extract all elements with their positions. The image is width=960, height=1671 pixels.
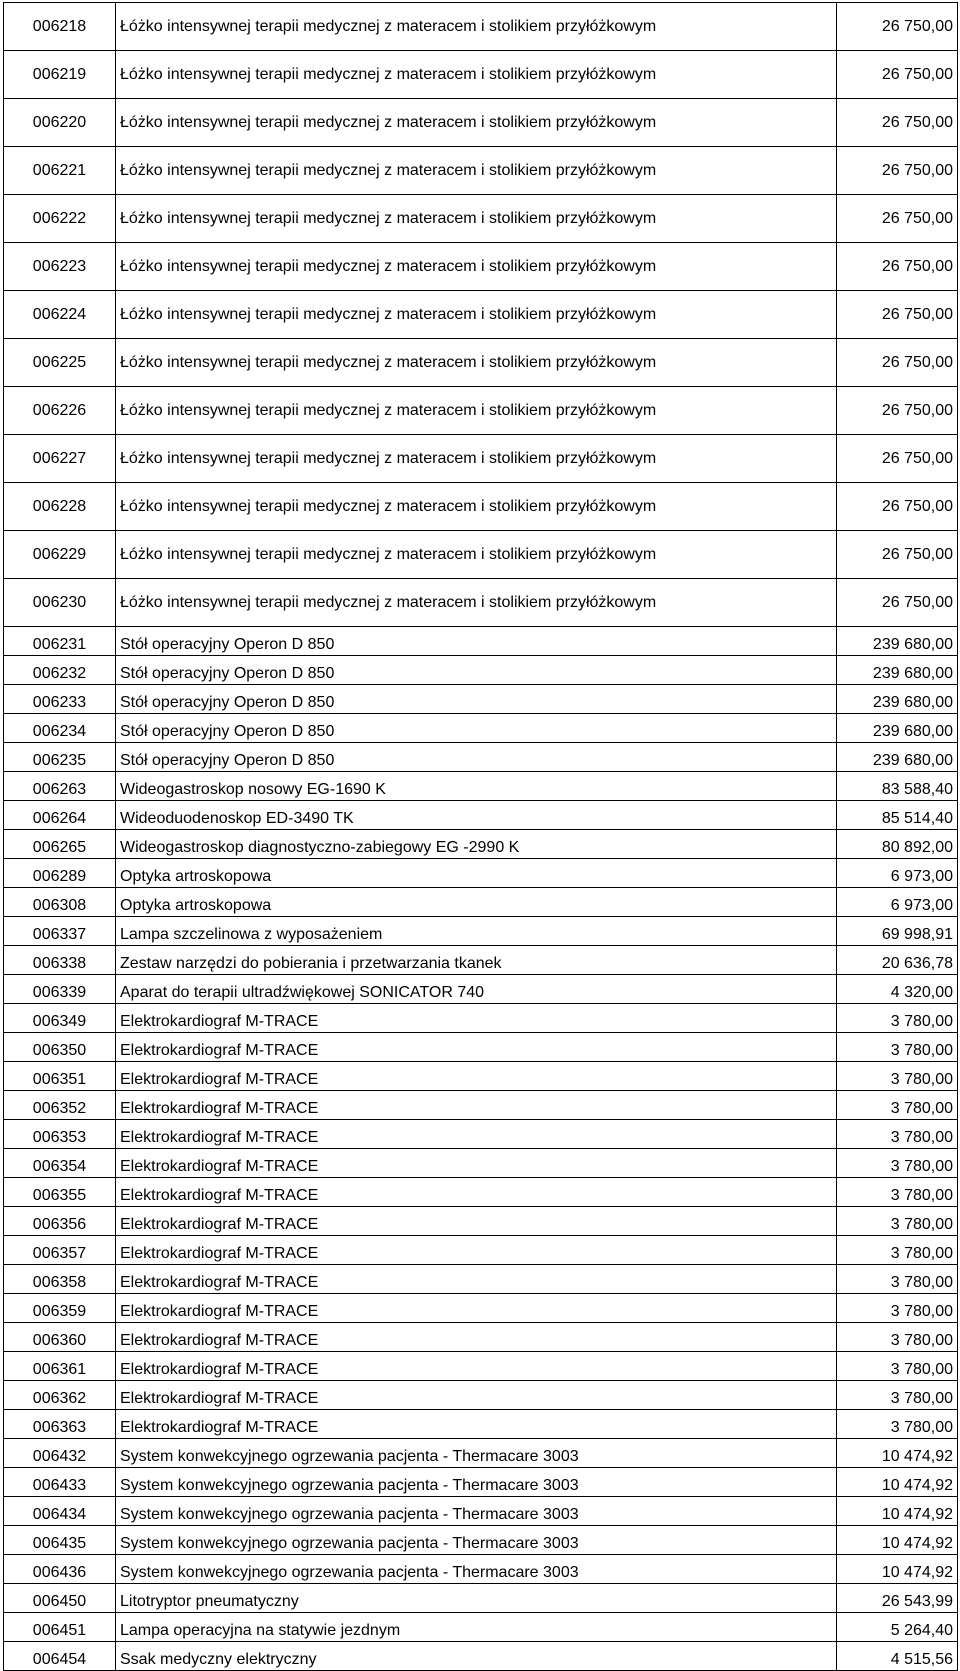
- item-code-cell: 006353: [4, 1120, 116, 1149]
- table-row: [4, 1468, 958, 1497]
- table-row: [4, 1642, 958, 1671]
- item-price-cell: 239 680,00: [837, 685, 958, 714]
- item-name-cell: Stół operacyjny Operon D 850: [116, 627, 837, 656]
- item-price-cell: 3 780,00: [837, 1236, 958, 1265]
- table-row: [4, 51, 958, 99]
- table-row: [4, 291, 958, 339]
- item-price-cell: 6 973,00: [837, 859, 958, 888]
- item-name-cell: Elektrokardiograf M-TRACE: [116, 1178, 837, 1207]
- table-row: [4, 801, 958, 830]
- item-name-cell: Elektrokardiograf M-TRACE: [116, 1236, 837, 1265]
- item-code-cell: 006308: [4, 888, 116, 917]
- item-price-cell: 26 750,00: [837, 579, 958, 627]
- item-price-cell: 4 515,56: [837, 1642, 958, 1671]
- table-row: [4, 1004, 958, 1033]
- item-price-cell: 26 750,00: [837, 531, 958, 579]
- item-code-cell: 006221: [4, 147, 116, 195]
- table-row: [4, 1120, 958, 1149]
- item-code-cell: 006351: [4, 1062, 116, 1091]
- item-name-cell: Elektrokardiograf M-TRACE: [116, 1294, 837, 1323]
- item-price-cell: 26 750,00: [837, 99, 958, 147]
- item-price-cell: 3 780,00: [837, 1294, 958, 1323]
- table-row: [4, 531, 958, 579]
- item-name-cell: System konwekcyjnego ogrzewania pacjenta - Thermacare 3003: [116, 1555, 837, 1584]
- inventory-table-body: [4, 3, 958, 1671]
- item-code-cell: 006220: [4, 99, 116, 147]
- item-name-cell: Stół operacyjny Operon D 850: [116, 685, 837, 714]
- item-price-cell: 69 998,91: [837, 917, 958, 946]
- item-price-cell: 26 750,00: [837, 243, 958, 291]
- item-price-cell: 26 750,00: [837, 195, 958, 243]
- table-row: [4, 1091, 958, 1120]
- item-name-cell: Elektrokardiograf M-TRACE: [116, 1352, 837, 1381]
- table-row: [4, 888, 958, 917]
- item-name-cell: Optyka artroskopowa: [116, 859, 837, 888]
- table-row: [4, 1033, 958, 1062]
- item-price-cell: 26 750,00: [837, 147, 958, 195]
- table-row: [4, 1497, 958, 1526]
- item-code-cell: 006454: [4, 1642, 116, 1671]
- table-row: [4, 579, 958, 627]
- table-row: [4, 387, 958, 435]
- item-code-cell: 006225: [4, 339, 116, 387]
- item-name-cell: System konwekcyjnego ogrzewania pacjenta - Thermacare 3003: [116, 1497, 837, 1526]
- item-price-cell: 26 750,00: [837, 435, 958, 483]
- item-name-cell: Elektrokardiograf M-TRACE: [116, 1323, 837, 1352]
- item-price-cell: 3 780,00: [837, 1381, 958, 1410]
- item-name-cell: System konwekcyjnego ogrzewania pacjenta - Thermacare 3003: [116, 1439, 837, 1468]
- table-row: [4, 917, 958, 946]
- item-price-cell: 26 750,00: [837, 51, 958, 99]
- item-price-cell: 26 750,00: [837, 291, 958, 339]
- item-name-cell: Zestaw narzędzi do pobierania i przetwarzania tkanek: [116, 946, 837, 975]
- item-price-cell: 4 320,00: [837, 975, 958, 1004]
- item-price-cell: 3 780,00: [837, 1062, 958, 1091]
- table-row: [4, 859, 958, 888]
- item-name-cell: Łóżko intensywnej terapii medycznej z materacem i stolikiem przyłóżkowym: [116, 99, 837, 147]
- item-price-cell: 239 680,00: [837, 656, 958, 685]
- item-code-cell: 006360: [4, 1323, 116, 1352]
- item-name-cell: Łóżko intensywnej terapii medycznej z materacem i stolikiem przyłóżkowym: [116, 483, 837, 531]
- item-name-cell: Łóżko intensywnej terapii medycznej z materacem i stolikiem przyłóżkowym: [116, 243, 837, 291]
- item-price-cell: 26 750,00: [837, 387, 958, 435]
- item-code-cell: 006434: [4, 1497, 116, 1526]
- item-name-cell: Elektrokardiograf M-TRACE: [116, 1149, 837, 1178]
- item-code-cell: 006350: [4, 1033, 116, 1062]
- item-name-cell: Łóżko intensywnej terapii medycznej z materacem i stolikiem przyłóżkowym: [116, 195, 837, 243]
- item-code-cell: 006357: [4, 1236, 116, 1265]
- item-name-cell: Elektrokardiograf M-TRACE: [116, 1062, 837, 1091]
- item-code-cell: 006356: [4, 1207, 116, 1236]
- table-row: [4, 1207, 958, 1236]
- item-price-cell: 10 474,92: [837, 1555, 958, 1584]
- item-price-cell: 3 780,00: [837, 1265, 958, 1294]
- table-row: [4, 1236, 958, 1265]
- item-code-cell: 006359: [4, 1294, 116, 1323]
- item-name-cell: Stół operacyjny Operon D 850: [116, 714, 837, 743]
- item-code-cell: 006229: [4, 531, 116, 579]
- item-name-cell: Aparat do terapii ultradźwiękowej SONICATOR 740: [116, 975, 837, 1004]
- item-code-cell: 006223: [4, 243, 116, 291]
- item-code-cell: 006435: [4, 1526, 116, 1555]
- item-code-cell: 006228: [4, 483, 116, 531]
- item-name-cell: Łóżko intensywnej terapii medycznej z materacem i stolikiem przyłóżkowym: [116, 3, 837, 51]
- item-price-cell: 26 750,00: [837, 3, 958, 51]
- item-code-cell: 006363: [4, 1410, 116, 1439]
- table-row: [4, 743, 958, 772]
- table-row: [4, 1294, 958, 1323]
- item-code-cell: 006354: [4, 1149, 116, 1178]
- item-code-cell: 006264: [4, 801, 116, 830]
- item-price-cell: 83 588,40: [837, 772, 958, 801]
- item-price-cell: 3 780,00: [837, 1091, 958, 1120]
- item-code-cell: 006235: [4, 743, 116, 772]
- item-price-cell: 3 780,00: [837, 1178, 958, 1207]
- item-name-cell: Litotryptor pneumatyczny: [116, 1584, 837, 1613]
- item-code-cell: 006450: [4, 1584, 116, 1613]
- item-price-cell: 10 474,92: [837, 1439, 958, 1468]
- item-code-cell: 006226: [4, 387, 116, 435]
- table-row: [4, 435, 958, 483]
- table-row: [4, 1410, 958, 1439]
- table-row: [4, 195, 958, 243]
- item-price-cell: 26 750,00: [837, 339, 958, 387]
- item-code-cell: 006218: [4, 3, 116, 51]
- item-code-cell: 006230: [4, 579, 116, 627]
- item-code-cell: 006355: [4, 1178, 116, 1207]
- item-price-cell: 26 750,00: [837, 483, 958, 531]
- table-row: [4, 1526, 958, 1555]
- item-name-cell: Łóżko intensywnej terapii medycznej z materacem i stolikiem przyłóżkowym: [116, 147, 837, 195]
- item-name-cell: Wideogastroskop diagnostyczno-zabiegowy EG -2990 K: [116, 830, 837, 859]
- table-row: [4, 1062, 958, 1091]
- item-code-cell: 006219: [4, 51, 116, 99]
- item-price-cell: 3 780,00: [837, 1033, 958, 1062]
- item-price-cell: 26 543,99: [837, 1584, 958, 1613]
- item-name-cell: Łóżko intensywnej terapii medycznej z materacem i stolikiem przyłóżkowym: [116, 387, 837, 435]
- item-name-cell: Elektrokardiograf M-TRACE: [116, 1381, 837, 1410]
- item-code-cell: 006362: [4, 1381, 116, 1410]
- item-name-cell: Łóżko intensywnej terapii medycznej z materacem i stolikiem przyłóżkowym: [116, 531, 837, 579]
- table-row: [4, 243, 958, 291]
- item-code-cell: 006222: [4, 195, 116, 243]
- item-price-cell: 3 780,00: [837, 1149, 958, 1178]
- table-row: [4, 1149, 958, 1178]
- item-name-cell: Stół operacyjny Operon D 850: [116, 743, 837, 772]
- item-name-cell: Łóżko intensywnej terapii medycznej z materacem i stolikiem przyłóżkowym: [116, 579, 837, 627]
- table-row: [4, 975, 958, 1004]
- item-price-cell: 10 474,92: [837, 1468, 958, 1497]
- table-row: [4, 1555, 958, 1584]
- item-code-cell: 006227: [4, 435, 116, 483]
- table-row: [4, 1352, 958, 1381]
- table-row: [4, 714, 958, 743]
- table-row: [4, 772, 958, 801]
- inventory-table: [3, 2, 958, 1671]
- item-code-cell: 006451: [4, 1613, 116, 1642]
- item-code-cell: 006232: [4, 656, 116, 685]
- table-row: [4, 99, 958, 147]
- table-row: [4, 1178, 958, 1207]
- item-price-cell: 3 780,00: [837, 1323, 958, 1352]
- item-name-cell: Elektrokardiograf M-TRACE: [116, 1120, 837, 1149]
- item-name-cell: Elektrokardiograf M-TRACE: [116, 1091, 837, 1120]
- item-name-cell: System konwekcyjnego ogrzewania pacjenta - Thermacare 3003: [116, 1526, 837, 1555]
- item-name-cell: Łóżko intensywnej terapii medycznej z materacem i stolikiem przyłóżkowym: [116, 435, 837, 483]
- item-name-cell: Lampa operacyjna na statywie jezdnym: [116, 1613, 837, 1642]
- item-name-cell: Łóżko intensywnej terapii medycznej z materacem i stolikiem przyłóżkowym: [116, 339, 837, 387]
- item-price-cell: 5 264,40: [837, 1613, 958, 1642]
- item-code-cell: 006233: [4, 685, 116, 714]
- table-row: [4, 656, 958, 685]
- item-name-cell: Łóżko intensywnej terapii medycznej z materacem i stolikiem przyłóżkowym: [116, 51, 837, 99]
- item-price-cell: 10 474,92: [837, 1497, 958, 1526]
- item-price-cell: 3 780,00: [837, 1004, 958, 1033]
- item-price-cell: 3 780,00: [837, 1410, 958, 1439]
- item-name-cell: Wideoduodenoskop ED-3490 TK: [116, 801, 837, 830]
- item-code-cell: 006361: [4, 1352, 116, 1381]
- item-name-cell: Stół operacyjny Operon D 850: [116, 656, 837, 685]
- item-code-cell: 006289: [4, 859, 116, 888]
- item-price-cell: 85 514,40: [837, 801, 958, 830]
- item-code-cell: 006263: [4, 772, 116, 801]
- item-price-cell: 3 780,00: [837, 1352, 958, 1381]
- item-code-cell: 006436: [4, 1555, 116, 1584]
- item-price-cell: 3 780,00: [837, 1207, 958, 1236]
- table-row: [4, 1439, 958, 1468]
- table-row: [4, 946, 958, 975]
- item-code-cell: 006234: [4, 714, 116, 743]
- table-row: [4, 627, 958, 656]
- table-row: [4, 339, 958, 387]
- table-row: [4, 1381, 958, 1410]
- item-name-cell: System konwekcyjnego ogrzewania pacjenta - Thermacare 3003: [116, 1468, 837, 1497]
- item-price-cell: 10 474,92: [837, 1526, 958, 1555]
- item-code-cell: 006358: [4, 1265, 116, 1294]
- item-name-cell: Optyka artroskopowa: [116, 888, 837, 917]
- table-row: [4, 1323, 958, 1352]
- item-name-cell: Elektrokardiograf M-TRACE: [116, 1033, 837, 1062]
- item-code-cell: 006339: [4, 975, 116, 1004]
- item-name-cell: Łóżko intensywnej terapii medycznej z materacem i stolikiem przyłóżkowym: [116, 291, 837, 339]
- item-name-cell: Lampa szczelinowa z wyposażeniem: [116, 917, 837, 946]
- item-price-cell: 80 892,00: [837, 830, 958, 859]
- item-name-cell: Ssak medyczny elektryczny: [116, 1642, 837, 1671]
- table-row: [4, 483, 958, 531]
- item-price-cell: 239 680,00: [837, 743, 958, 772]
- item-code-cell: 006265: [4, 830, 116, 859]
- item-price-cell: 239 680,00: [837, 627, 958, 656]
- item-name-cell: Elektrokardiograf M-TRACE: [116, 1207, 837, 1236]
- table-row: [4, 1584, 958, 1613]
- item-price-cell: 6 973,00: [837, 888, 958, 917]
- item-price-cell: 239 680,00: [837, 714, 958, 743]
- item-name-cell: Elektrokardiograf M-TRACE: [116, 1265, 837, 1294]
- item-price-cell: 3 780,00: [837, 1120, 958, 1149]
- item-code-cell: 006338: [4, 946, 116, 975]
- item-code-cell: 006337: [4, 917, 116, 946]
- item-code-cell: 006433: [4, 1468, 116, 1497]
- table-row: [4, 1265, 958, 1294]
- item-code-cell: 006352: [4, 1091, 116, 1120]
- item-code-cell: 006224: [4, 291, 116, 339]
- table-row: [4, 685, 958, 714]
- item-code-cell: 006432: [4, 1439, 116, 1468]
- table-row: [4, 1613, 958, 1642]
- table-row: [4, 830, 958, 859]
- table-row: [4, 147, 958, 195]
- item-name-cell: Elektrokardiograf M-TRACE: [116, 1410, 837, 1439]
- item-code-cell: 006349: [4, 1004, 116, 1033]
- item-price-cell: 20 636,78: [837, 946, 958, 975]
- table-row: [4, 3, 958, 51]
- item-name-cell: Elektrokardiograf M-TRACE: [116, 1004, 837, 1033]
- item-name-cell: Wideogastroskop nosowy EG-1690 K: [116, 772, 837, 801]
- item-code-cell: 006231: [4, 627, 116, 656]
